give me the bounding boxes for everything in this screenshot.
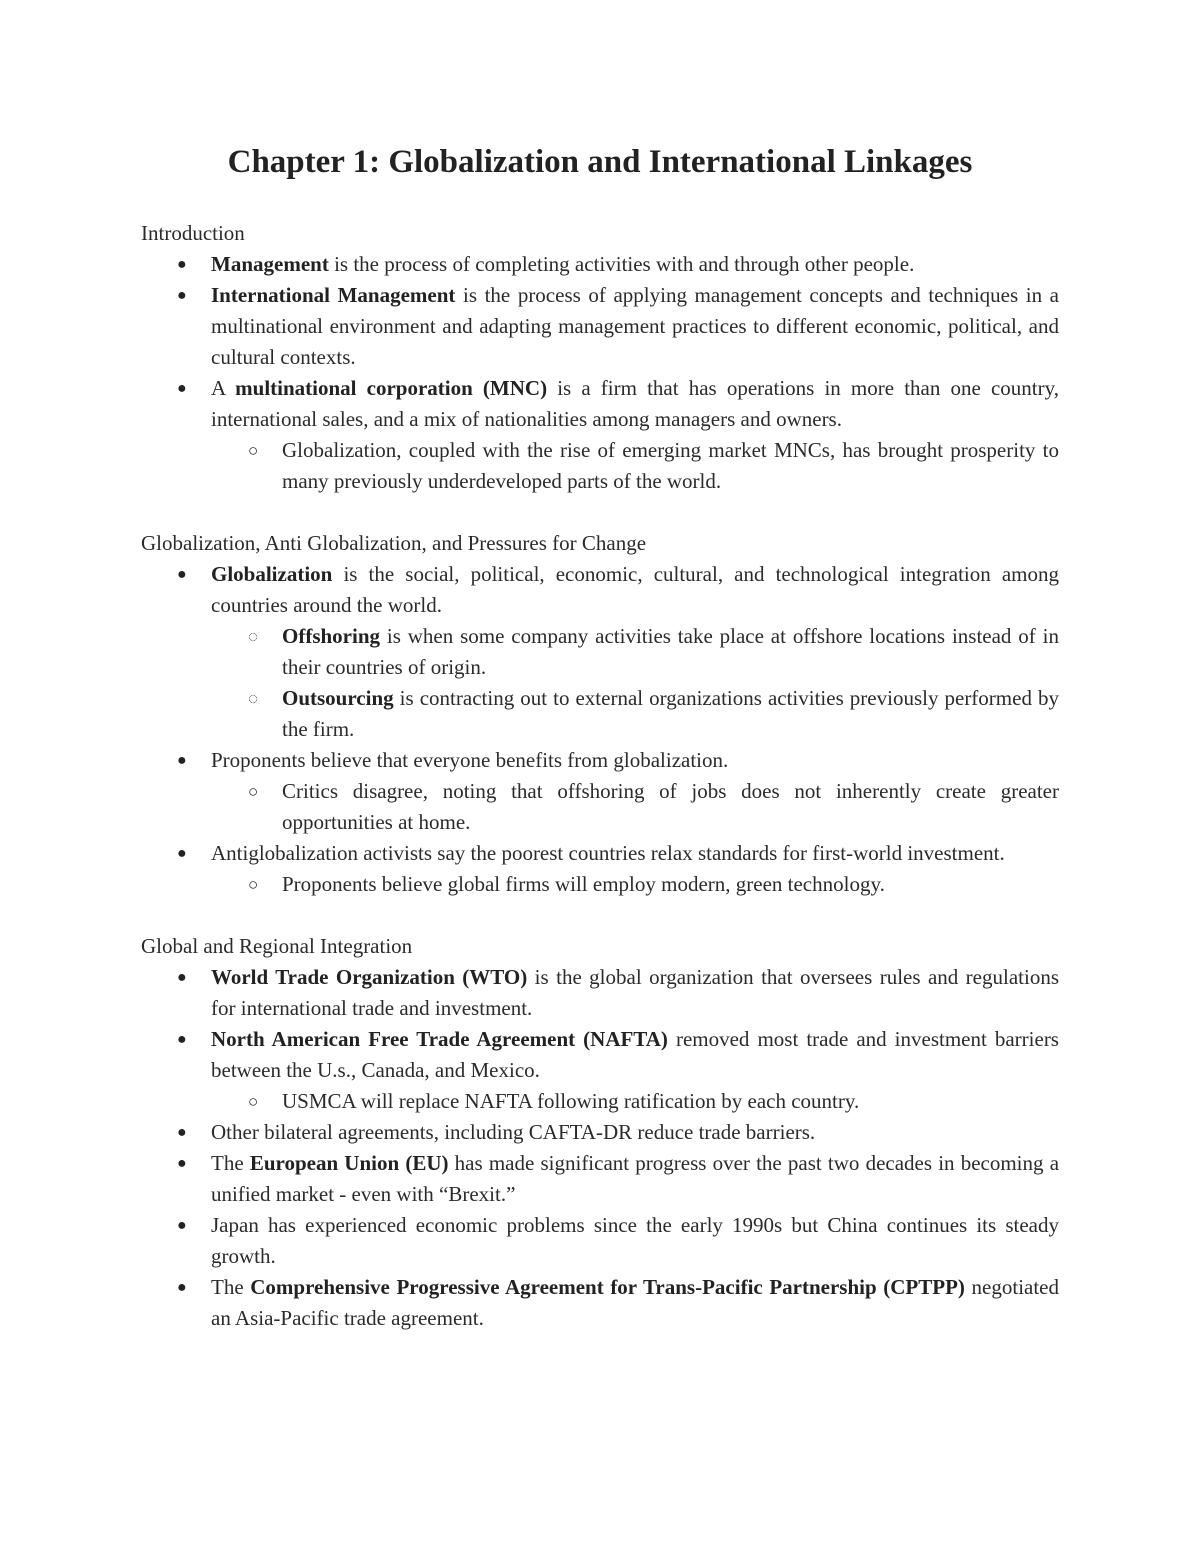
section-globalization	[141, 528, 1059, 900]
hollow-bullet-icon: ○	[248, 441, 259, 460]
list-item	[141, 1117, 1059, 1148]
lead-text: A	[211, 376, 236, 400]
item-text: Antiglobalization activists say the poorest countries relax standards for first-world investment.	[211, 841, 1005, 865]
item-text: USMCA will replace NAFTA following ratification by each country.	[282, 1089, 860, 1113]
definition-text: is when some company activities take place at offshore locations instead of in their countries of origin.	[282, 624, 1059, 679]
item-text: Proponents believe global firms will employ modern, green technology.	[282, 872, 885, 896]
term: Globalization	[211, 562, 333, 586]
item-text: Critics disagree, noting that offshoring of jobs does not inherently create greater opportunities at home.	[282, 779, 1059, 834]
list-item	[141, 745, 1059, 776]
list-item	[141, 962, 1059, 1024]
term: European Union (EU)	[249, 1151, 449, 1175]
hollow-bullet-icon: ○	[248, 1092, 259, 1111]
hollow-bullet-icon: ○	[248, 782, 259, 801]
term: World Trade Organization (WTO)	[211, 965, 528, 989]
list-item	[141, 559, 1059, 621]
term: Outsourcing	[282, 686, 394, 710]
item-text: Globalization, coupled with the rise of emerging market MNCs, has brought prosperity to many previously underdeveloped parts of the world.	[282, 438, 1059, 493]
bullet-icon: ●	[177, 1124, 187, 1141]
sub-list-item	[141, 776, 1059, 838]
sub-list-item	[141, 1086, 1059, 1117]
bullet-icon: ●	[177, 969, 187, 986]
item-text: Japan has experienced economic problems since the early 1990s but China continues its steady growth.	[211, 1213, 1059, 1268]
term: Comprehensive Progressive Agreement for Trans-Pacific Partnership (CPTPP)	[250, 1275, 965, 1299]
list-item	[141, 1272, 1059, 1334]
hollow-bullet-icon: ○	[248, 875, 259, 894]
list-item	[141, 280, 1059, 373]
bullet-list	[141, 559, 1059, 900]
lead-text: The	[211, 1151, 250, 1175]
section-introduction	[141, 218, 1059, 497]
bullet-icon: ●	[177, 256, 187, 273]
sub-list-item	[141, 683, 1059, 745]
sub-list-item	[141, 621, 1059, 683]
definition-text: negotiated an Asia-Pacific trade agreement.	[211, 1275, 1059, 1330]
list-item	[141, 249, 1059, 280]
definition-text: has made significant progress over the past two decades in becoming a unified market - even with “Brexit.”	[211, 1151, 1060, 1206]
section-heading: Global and Regional Integration	[141, 934, 413, 958]
definition-text: is the process of applying management concepts and techniques in a multinational environment and adapting management practices to different economic, political, and cultural contexts.	[211, 283, 1059, 369]
bullet-icon: ●	[177, 1031, 187, 1048]
sub-list-item	[141, 869, 1059, 900]
definition-text: is the global organization that oversees rules and regulations for international trade and investment.	[211, 965, 1059, 1020]
definition-text: is contracting out to external organizations activities previously performed by the firm.	[282, 686, 1059, 741]
bullet-list	[141, 249, 1059, 497]
section-heading: Globalization, Anti Globalization, and Pressures for Change	[141, 531, 647, 555]
document-body	[141, 218, 1059, 1334]
lead-text: The	[211, 1275, 251, 1299]
bullet-icon: ●	[177, 845, 187, 862]
bullet-list	[141, 962, 1059, 1334]
definition-text: is the social, political, economic, cultural, and technological integration among countries around the world.	[211, 562, 1059, 617]
dotted-circle-bullet-icon: ◌	[248, 627, 259, 646]
term: International Management	[211, 283, 456, 307]
term: multinational corporation (MNC)	[235, 376, 548, 400]
bullet-icon: ●	[177, 1217, 187, 1234]
term: Management	[211, 252, 329, 276]
bullet-icon: ●	[177, 752, 187, 769]
definition-text: removed most trade and investment barriers between the U.s., Canada, and Mexico.	[211, 1027, 1059, 1082]
list-item	[141, 373, 1059, 435]
bullet-icon: ●	[177, 287, 187, 304]
page-title: Chapter 1: Globalization and International Linkages	[227, 144, 973, 180]
section-heading: Introduction	[141, 221, 245, 245]
bullet-icon: ●	[177, 566, 187, 583]
definition-text: is the process of completing activities with and through other people.	[328, 252, 915, 276]
section-global-regional-integration	[141, 931, 1059, 1334]
list-item	[141, 1210, 1059, 1272]
sub-list-item	[141, 435, 1059, 497]
term: North American Free Trade Agreement (NAFTA)	[211, 1027, 668, 1051]
bullet-icon: ●	[177, 1279, 187, 1296]
bullet-icon: ●	[177, 380, 187, 397]
item-text: Other bilateral agreements, including CAFTA-DR reduce trade barriers.	[211, 1120, 816, 1144]
item-text: Proponents believe that everyone benefits from globalization.	[211, 748, 729, 772]
list-item	[141, 838, 1059, 869]
list-item	[141, 1148, 1059, 1210]
definition-text: is a firm that has operations in more than one country, international sales, and a mix of nationalities among managers and owners.	[211, 376, 1059, 431]
bullet-icon: ●	[177, 1155, 187, 1172]
list-item	[141, 1024, 1059, 1086]
term: Offshoring	[282, 624, 381, 648]
dotted-circle-bullet-icon: ◌	[248, 689, 259, 708]
